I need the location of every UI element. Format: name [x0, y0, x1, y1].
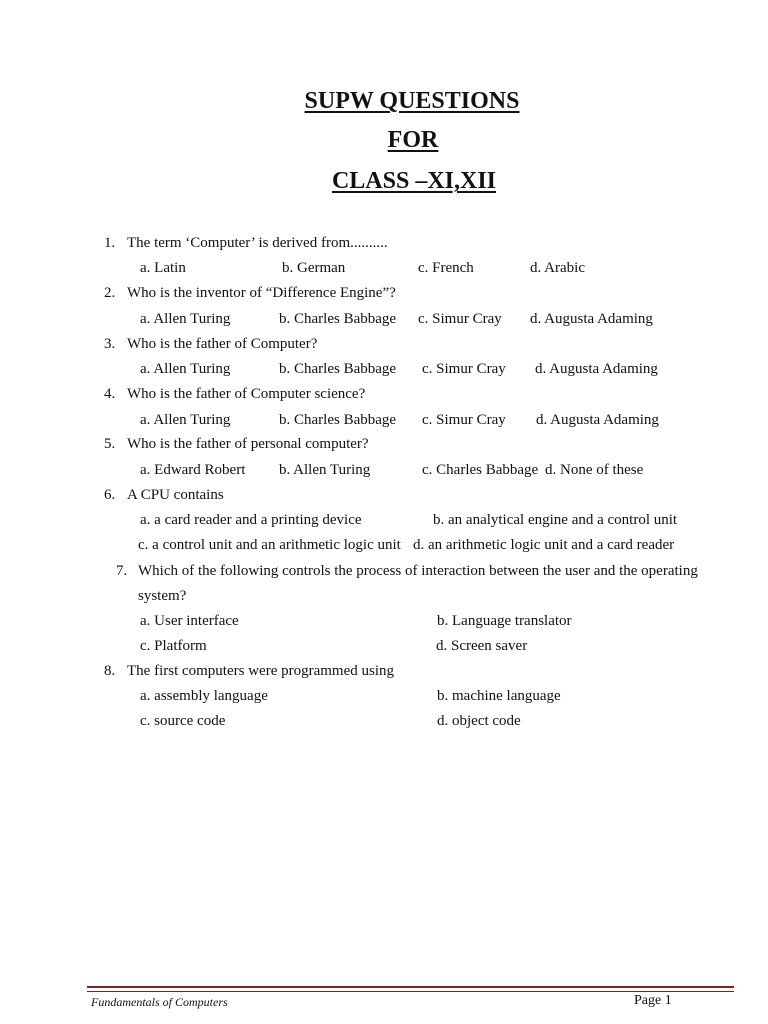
question-2-option-d: d. Augusta Adaming	[530, 311, 653, 327]
question-4-text: Who is the father of Computer science?	[127, 386, 366, 402]
footer-page-number: Page 1	[634, 993, 672, 1008]
question-2-number: 2.	[104, 285, 116, 301]
question-8-option-d: d. object code	[437, 713, 521, 729]
title-line-1: SUPW QUESTIONS	[304, 88, 520, 114]
question-5-number: 5.	[104, 436, 116, 452]
question-6-number: 6.	[104, 487, 116, 503]
question-8-option-c: c. source code	[140, 713, 226, 729]
question-8-option-b: b. machine language	[437, 688, 561, 704]
question-2-option-c: c. Simur Cray	[418, 311, 502, 327]
question-5-option-a: a. Edward Robert	[140, 462, 246, 478]
question-3-number: 3.	[104, 336, 116, 352]
question-4-option-d: d. Augusta Adaming	[536, 412, 659, 428]
title-line-2: FOR	[387, 127, 439, 153]
question-5-text: Who is the father of personal computer?	[127, 436, 369, 452]
question-3-option-d: d. Augusta Adaming	[535, 361, 658, 377]
question-7-text: Which of the following controls the process of interaction between the user and the operating	[138, 563, 698, 579]
question-3-text: Who is the father of Computer?	[127, 336, 318, 352]
question-2-text: Who is the inventor of “Difference Engine”?	[127, 285, 396, 301]
question-5-option-c: c. Charles Babbage	[422, 462, 539, 478]
question-4-option-c: c. Simur Cray	[422, 412, 506, 428]
question-8-text: The first computers were programmed using	[127, 663, 395, 679]
question-7-option-a: a. User interface	[140, 613, 239, 629]
question-1-option-c: c. French	[418, 260, 474, 276]
question-1-option-a: a. Latin	[140, 260, 186, 276]
footer-divider	[87, 986, 734, 988]
question-8-number: 8.	[104, 663, 116, 679]
question-8-option-a: a. assembly language	[140, 688, 268, 704]
question-1-text: The term ‘Computer’ is derived from..........	[127, 235, 388, 251]
question-6-option-d: d. an arithmetic logic unit and a card reader	[413, 537, 675, 553]
question-6-option-c: c. a control unit and an arithmetic logic unit	[138, 537, 401, 553]
question-1-number: 1.	[104, 235, 116, 251]
question-7-text-continued: system?	[138, 588, 187, 604]
question-1-option-b: b. German	[282, 260, 346, 276]
question-2-option-a: a. Allen Turing	[140, 311, 231, 327]
question-4-number: 4.	[104, 386, 116, 402]
question-3-option-a: a. Allen Turing	[140, 361, 231, 377]
question-4-option-a: a. Allen Turing	[140, 412, 231, 428]
question-5-option-d: d. None of these	[545, 462, 644, 478]
question-7-number: 7.	[116, 563, 128, 579]
footer-book-title: Fundamentals of Computers	[91, 995, 228, 1009]
question-3-option-b: b. Charles Babbage	[279, 361, 397, 377]
question-7-option-c: c. Platform	[140, 638, 207, 654]
footer-divider-thin	[87, 991, 734, 992]
question-6-option-a: a. a card reader and a printing device	[140, 512, 362, 528]
title-line-3: CLASS –XI,XII	[331, 168, 497, 194]
question-3-option-c: c. Simur Cray	[422, 361, 506, 377]
question-6-option-b: b. an analytical engine and a control unit	[433, 512, 678, 528]
question-4-option-b: b. Charles Babbage	[279, 412, 397, 428]
question-1-option-d: d. Arabic	[530, 260, 585, 276]
question-6-text: A CPU contains	[127, 487, 224, 503]
question-2-option-b: b. Charles Babbage	[279, 311, 397, 327]
question-7-option-d: d. Screen saver	[436, 638, 528, 654]
question-5-option-b: b. Allen Turing	[279, 462, 371, 478]
question-7-option-b: b. Language translator	[437, 613, 572, 629]
